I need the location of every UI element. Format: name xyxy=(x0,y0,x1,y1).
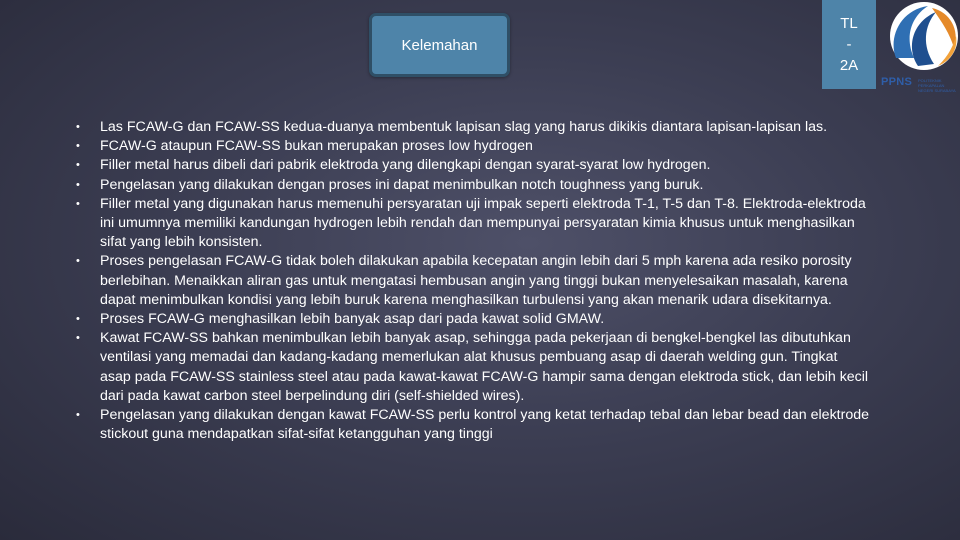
list-item xyxy=(70,310,870,329)
list-item xyxy=(70,252,870,310)
list-item xyxy=(70,176,870,195)
bullet-icon: • xyxy=(76,178,80,191)
bullet-icon: • xyxy=(76,197,80,210)
logo-text: PPNS xyxy=(881,76,913,88)
bullet-icon: • xyxy=(76,140,80,153)
list-item-text: Pengelasan yang dilakukan dengan proses ini dapat menimbulkan notch toughness yang buruk. xyxy=(100,176,704,193)
bullet-icon: • xyxy=(76,332,80,345)
list-item xyxy=(70,118,870,137)
list-item-text: Pengelasan yang dilakukan dengan kawat FCAW-SS perlu kontrol yang ketat terhadap tebal dan lebar bead dan elektrode stickout guna mendapatkan sifat-sifat ketangguhan yang tinggi xyxy=(100,407,869,443)
ppns-logo xyxy=(878,0,960,93)
slide-title-box xyxy=(369,13,510,77)
bullet-icon: • xyxy=(76,121,80,133)
list-item xyxy=(70,329,870,406)
list-item-text: Filler metal yang digunakan harus memenuhi persyaratan uji impak seperti elektroda T-1, T-5 dan T-8. Elektroda-elektroda ini umumnya memiliki kandungan hydrogen lebih rendah dan mempunyai persyaratan kimia khusus untuk menghasilkan sifat yang lebih konsisten. xyxy=(100,195,866,251)
class-tag-line-1: TL xyxy=(840,15,858,32)
list-item xyxy=(70,406,870,444)
bullet-list xyxy=(70,118,870,444)
slide-title: Kelemahan xyxy=(401,36,478,54)
list-item xyxy=(70,137,870,156)
list-item-text: Proses pengelasan FCAW-G tidak boleh dilakukan apabila kecepatan angin lebih dari 5 mph karena ada resiko porosity berlebihan. Menaikkan aliran gas untuk mengatasi hembusan angin yang tinggi bukan menyelesaikan masalah, karena dapat menimbulkan kondisi yang lebih buruk karena menghasilkan turbulensi yang akan menarik udara disekitarnya. xyxy=(100,253,852,308)
bullet-icon: • xyxy=(76,409,80,422)
list-item-text: Filler metal harus dibeli dari pabrik elektroda yang dilengkapi dengan syarat-syarat low hydrogen. xyxy=(100,157,711,174)
list-item xyxy=(70,156,870,175)
class-tag xyxy=(822,0,876,89)
logo-subtext: POLITEKNIK PERKAPALAN NEGERI SURABAYA xyxy=(918,78,956,93)
list-item xyxy=(70,195,870,253)
list-item-text: Las FCAW-G dan FCAW-SS kedua-duanya membentuk lapisan slag yang harus dikikis diantara lapisan-lapisan las. xyxy=(100,119,828,135)
bullet-icon: • xyxy=(76,159,80,172)
list-item-text: Kawat FCAW-SS bahkan menimbulkan lebih banyak asap, sehingga pada pekerjaan di bengkel-bengkel las dibutuhkan ventilasi yang memadai dan kadang-kadang memerlukan alat khusus pembuang asap di daerah welding gun. Tingkat asap pada FCAW-SS stainless steel atau pada kawat-kawat FCAW-G hampir sama dengan elektroda stick, dan lebih kecil dari pada kawat carbon steel berpelindung diri (self-shielded wires). xyxy=(100,330,869,404)
bullet-icon: • xyxy=(76,313,80,326)
class-tag-line-3: 2A xyxy=(839,57,859,74)
ppns-logo-icon xyxy=(878,0,960,76)
bullet-icon: • xyxy=(76,255,80,268)
class-tag-line-2: - xyxy=(846,36,852,53)
list-item-text: Proses FCAW-G menghasilkan lebih banyak asap dari pada kawat solid GMAW. xyxy=(100,311,605,328)
list-item-text: FCAW-G ataupun FCAW-SS bukan merupakan proses low hydrogen xyxy=(100,138,533,155)
